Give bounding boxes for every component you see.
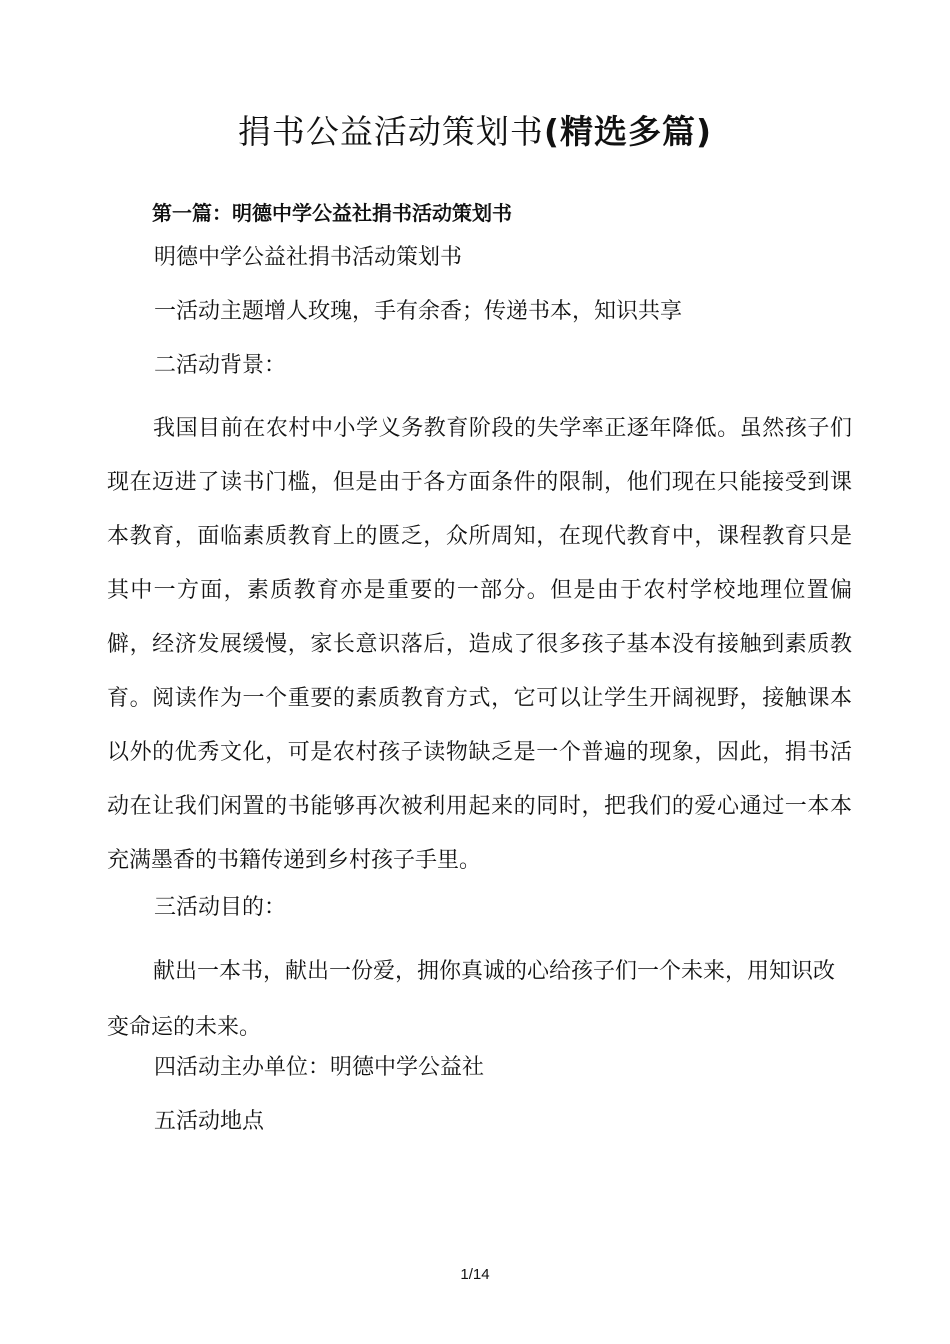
section-heading: 第一篇：明德中学公益社捐书活动策划书 <box>152 201 512 225</box>
purpose-heading: 三活动目的： <box>154 895 287 920</box>
background-heading: 二活动背景： <box>154 353 287 378</box>
activity-theme: 一活动主题增人玫瑰，手有余香；传递书本，知识共享 <box>154 299 683 324</box>
document-title-main: 捐书公益活动策划书 <box>237 112 544 151</box>
purpose-paragraph: 献出一本书，献出一份爱，拥你真诚的心给孩子们一个未来，用知识改变命运的未来。 <box>107 959 836 1040</box>
page-number: 1/14 <box>460 1266 490 1283</box>
organizer-line: 四活动主办单位：明德中学公益社 <box>154 1055 485 1080</box>
subtitle: 明德中学公益社捐书活动策划书 <box>154 245 463 270</box>
document-title <box>0 108 950 156</box>
document-title-suffix: (精选多篇) <box>543 112 713 151</box>
location-line: 五活动地点 <box>154 1109 265 1134</box>
background-paragraph: 我国目前在农村中小学义务教育阶段的失学率正逐年降低。虽然孩子们现在迈进了读书门槛，但是由于各方面条件的限制，他们现在只能接受到课本教育，面临素质教育上的匮乏，众所周知，在现代教育中，课程教育只是其中一方面，素质教育亦是重要的一部分。但是由于农村学校地理位置偏僻，经济发展缓慢，家长意识落后，造成了很多孩子基本没有接触到素质教育。阅读作为一个重要的素质教育方式，它可以让学生开阔视野，接触课本以外的优秀文化，可是农村孩子读物缺乏是一个普遍的现象，因此，捐书活动在让我们闲置的书能够再次被利用起来的同时，把我们的爱心通过一本本充满墨香的书籍传递到乡村孩子手里。 <box>107 416 852 873</box>
